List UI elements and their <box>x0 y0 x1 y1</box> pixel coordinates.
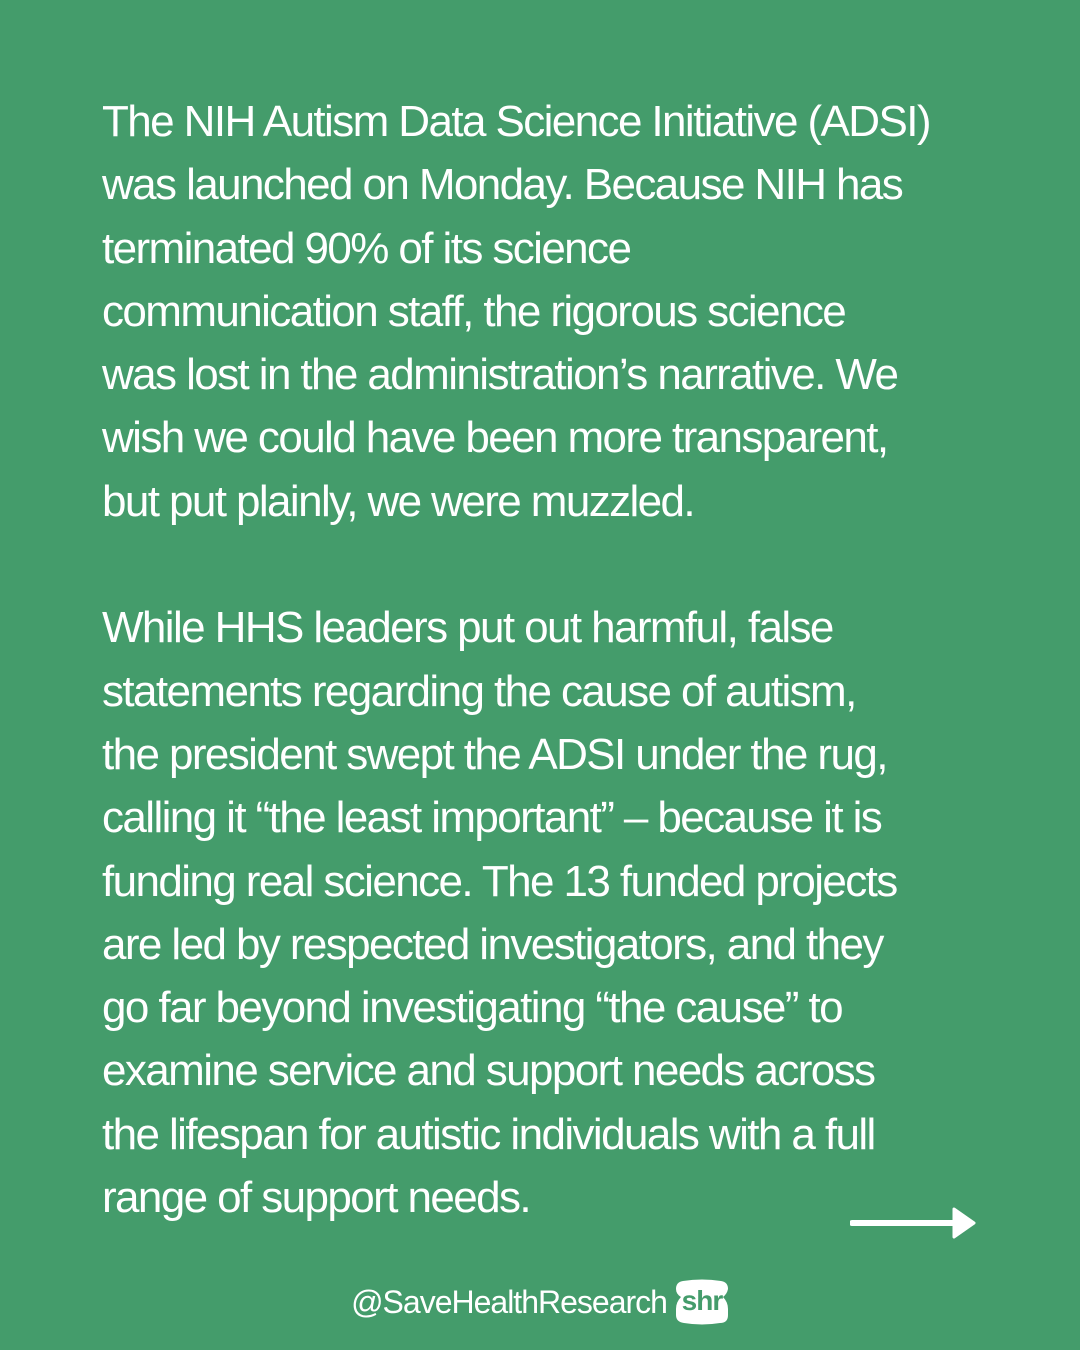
footer <box>0 1276 1080 1328</box>
shr-logo <box>675 1279 729 1325</box>
paragraph-1: The NIH Autism Data Science Initiative (ADSI) was launched on Monday. Because NIH has terminated 90% of its science communication staff, the rigorous science was lost in the administration’s narrative. We wish we could have been more transparent, but put plainly, we were muzzled. <box>102 97 930 526</box>
body-text <box>102 90 1002 1229</box>
social-handle[interactable]: @SaveHealthResearch <box>351 1284 667 1320</box>
arrow-right-icon[interactable] <box>850 1205 976 1241</box>
logo-text: shr <box>681 1285 723 1316</box>
paragraph-2: While HHS leaders put out harmful, false statements regarding the cause of autism, the president swept the ADSI under the rug, calling it “the least important” – because it is funding real science. The 13 funded projects are led by respected investigators, and they go far beyond investigating “the cause” to examine service and support needs across the lifespan for autistic individuals with a full range of support needs. <box>102 603 897 1223</box>
